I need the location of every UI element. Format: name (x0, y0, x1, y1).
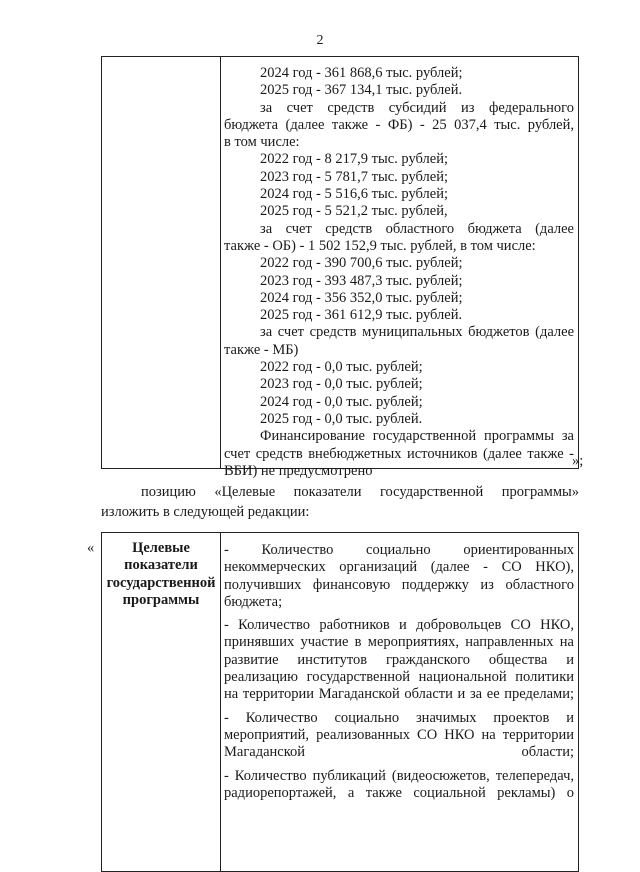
funding-line: 2024 год - 5 516,6 тыс. рублей; (260, 186, 448, 203)
funding-line: за счет средств субсидий из федерального (260, 99, 574, 116)
funding-line: счет средств внебюджетных источников (далее также - (224, 445, 574, 462)
target-indicator-text: - Количество социально значимых проектов и мероприятий, реализованных СО НКО на территории Магаданской области; (224, 709, 574, 761)
funding-table (101, 56, 579, 479)
funding-line: 2024 год - 0,0 тыс. рублей; (260, 393, 423, 410)
funding-line: 2023 год - 0,0 тыс. рублей; (260, 376, 423, 393)
funding-line: 2023 год - 5 781,7 тыс. рублей; (260, 168, 448, 185)
amendment-paragraph (101, 482, 579, 522)
closing-quote-mark: »; (572, 453, 584, 469)
opening-quote-mark: « (87, 540, 95, 556)
funding-line: 2025 год - 361 612,9 тыс. рублей. (260, 307, 463, 324)
funding-line: 2024 год - 356 352,0 тыс. рублей; (260, 289, 463, 306)
funding-line: 2022 год - 390 700,6 тыс. рублей; (260, 255, 463, 272)
funding-line: бюджета (далее также - ФБ) - 25 037,4 тыс. рублей, (224, 116, 574, 133)
target-indicator-text: - Количество публикаций (видеосюжетов, телепередач, радиорепортажей, а также социальной рекламы) о (224, 767, 574, 801)
page-number: 2 (316, 33, 324, 48)
target-indicator-text: - Количество социально ориентированных некоммерческих организаций (далее - СО НКО), получивших финансовую поддержку из областного бюджета; (224, 542, 574, 610)
funding-line: 2025 год - 5 521,2 тыс. рублей, (260, 203, 448, 220)
target-indicator-item (224, 542, 574, 611)
targets-text (224, 542, 574, 808)
funding-line: Финансирование государственной программы за (260, 428, 574, 445)
funding-line: в том числе: (224, 134, 300, 151)
funding-line: также - ОБ) - 1 502 152,9 тыс. рублей, в том числе: (224, 237, 536, 254)
funding-line: за счет средств муниципальных бюджетов (далее (260, 324, 574, 341)
targets-heading: Целевые показатели государственной программы (106, 540, 216, 608)
funding-line: 2024 год - 361 868,6 тыс. рублей; (260, 65, 463, 81)
funding-line: 2025 год - 0,0 тыс. рублей. (260, 410, 423, 427)
target-indicator-text: - Количество работников и добровольцев СО НКО, принявших участие в мероприятиях, направленных на развитие институтов гражданского общества и реализацию государственной национальной политики на территории Магаданской области и за ее пределами; (224, 617, 574, 703)
funding-line: 2022 год - 0,0 тыс. рублей; (260, 359, 423, 376)
funding-line: ВБИ) не предусмотрено (224, 462, 373, 479)
table-column-divider (220, 533, 221, 871)
table-column-divider (220, 57, 221, 468)
funding-line: 2025 год - 367 134,1 тыс. рублей. (260, 82, 463, 99)
amendment-line: позицию «Целевые показатели государственной программы» (141, 484, 579, 500)
funding-text (224, 65, 574, 480)
target-indicator-item (224, 710, 574, 762)
targets-table (101, 532, 579, 872)
funding-line: за счет средств областного бюджета (далее (260, 220, 574, 237)
target-indicator-item (224, 617, 574, 703)
funding-line: 2023 год - 393 487,3 тыс. рублей; (260, 272, 463, 289)
funding-line: 2022 год - 8 217,9 тыс. рублей; (260, 151, 448, 168)
amendment-line: изложить в следующей редакции: (101, 504, 310, 520)
target-indicator-item (224, 768, 574, 803)
funding-line: также - МБ) (224, 341, 299, 358)
